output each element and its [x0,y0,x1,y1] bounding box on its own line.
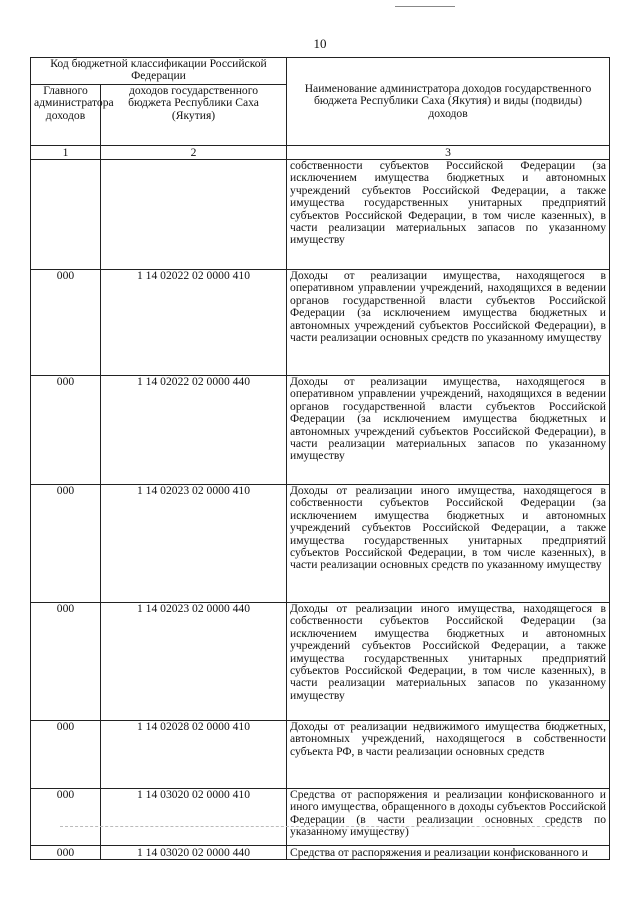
revenue-name: Доходы от реализации имущества, находящегося в оперативном управлении учреждений, находящихся в ведении органов государственной власти субъектов Российской Федерации (за исключением имущества бюджетных и автономных учреждений субъектов Российской Федерации), в части реализации основных средств по указанному имуществу [287,270,610,376]
header-col2-title: доходов государственного бюджета Республики Саха (Якутия) [101,85,287,146]
scan-mark [395,6,455,7]
header-col3-title: Наименование администратора доходов государственного бюджета Республики Саха (Якутия) и виды (подвиды) доходов [287,58,610,146]
scan-artifact [60,826,580,831]
budget-code: 1 14 02022 02 0000 440 [101,376,287,485]
table-row [31,376,610,485]
table-row [31,485,610,603]
budget-code: 1 14 03020 02 0000 440 [101,846,287,860]
revenue-name: собственности субъектов Российской Федерации (за исключением имущества бюджетных и автономных учреждений субъектов Российской Федерации, а также имущества государственных унитарных предприятий субъектов Российской Федерации, в том числе казенных), в части реализации материальных запасов по указанному имуществу [287,160,610,270]
column-number: 2 [101,146,287,160]
revenue-classification-table [30,57,610,860]
header-group-title: Код бюджетной классификации Российской Федерации [31,58,287,85]
admin-code: 000 [31,270,101,376]
admin-code: 000 [31,603,101,721]
page-number: 10 [313,36,327,51]
revenue-name: Средства от распоряжения и реализации конфискованного и иного имущества, обращенного в доходы субъектов Российской Федерации (в части реализации основных средств по указанному имуществу) [287,789,610,846]
revenue-name: Средства от распоряжения и реализации конфискованного и [287,846,610,860]
budget-code: 1 14 02023 02 0000 410 [101,485,287,603]
column-number: 1 [31,146,101,160]
table-row [31,846,610,860]
table-row [31,160,610,270]
table-row [31,603,610,721]
admin-code [31,160,101,270]
budget-code: 1 14 03020 02 0000 410 [101,789,287,846]
revenue-name: Доходы от реализации иного имущества, находящегося в собственности субъектов Российской Федерации (за исключением имущества бюджетных и автономных учреждений субъектов Российской Федерации, а также имущества государственных унитарных предприятий субъектов Российской Федерации, в том числе казенных), в части реализации материальных запасов по указанному имуществу [287,603,610,721]
header-col1-title: Главного администратора доходов [31,85,101,146]
column-number: 3 [287,146,610,160]
table-row [31,270,610,376]
budget-code: 1 14 02022 02 0000 410 [101,270,287,376]
table-row [31,789,610,846]
revenue-name: Доходы от реализации иного имущества, находящегося в собственности субъектов Российской Федерации (за исключением имущества бюджетных и автономных учреждений субъектов Российской Федерации, а также имущества государственных унитарных предприятий субъектов Российской Федерации, в том числе казенных), в части реализации основных средств по указанному имуществу [287,485,610,603]
revenue-name: Доходы от реализации недвижимого имущества бюджетных, автономных учреждений, находящегося в собственности субъекта РФ, в части реализации основных средств [287,721,610,789]
admin-code: 000 [31,789,101,846]
admin-code: 000 [31,485,101,603]
admin-code: 000 [31,846,101,860]
admin-code: 000 [31,721,101,789]
header-row-group [31,58,610,85]
admin-code: 000 [31,376,101,485]
budget-code: 1 14 02028 02 0000 410 [101,721,287,789]
column-number-row [31,146,610,160]
budget-code [101,160,287,270]
page-cut-edge [0,897,640,905]
budget-code: 1 14 02023 02 0000 440 [101,603,287,721]
table-row [31,721,610,789]
revenue-name: Доходы от реализации имущества, находящегося в оперативном управлении учреждений, находящихся в ведении органов государственной власти субъектов Российской Федерации (за исключением имущества бюджетных и автономных учреждений субъектов Российской Федерации), в части реализации материальных запасов по указанному имуществу [287,376,610,485]
